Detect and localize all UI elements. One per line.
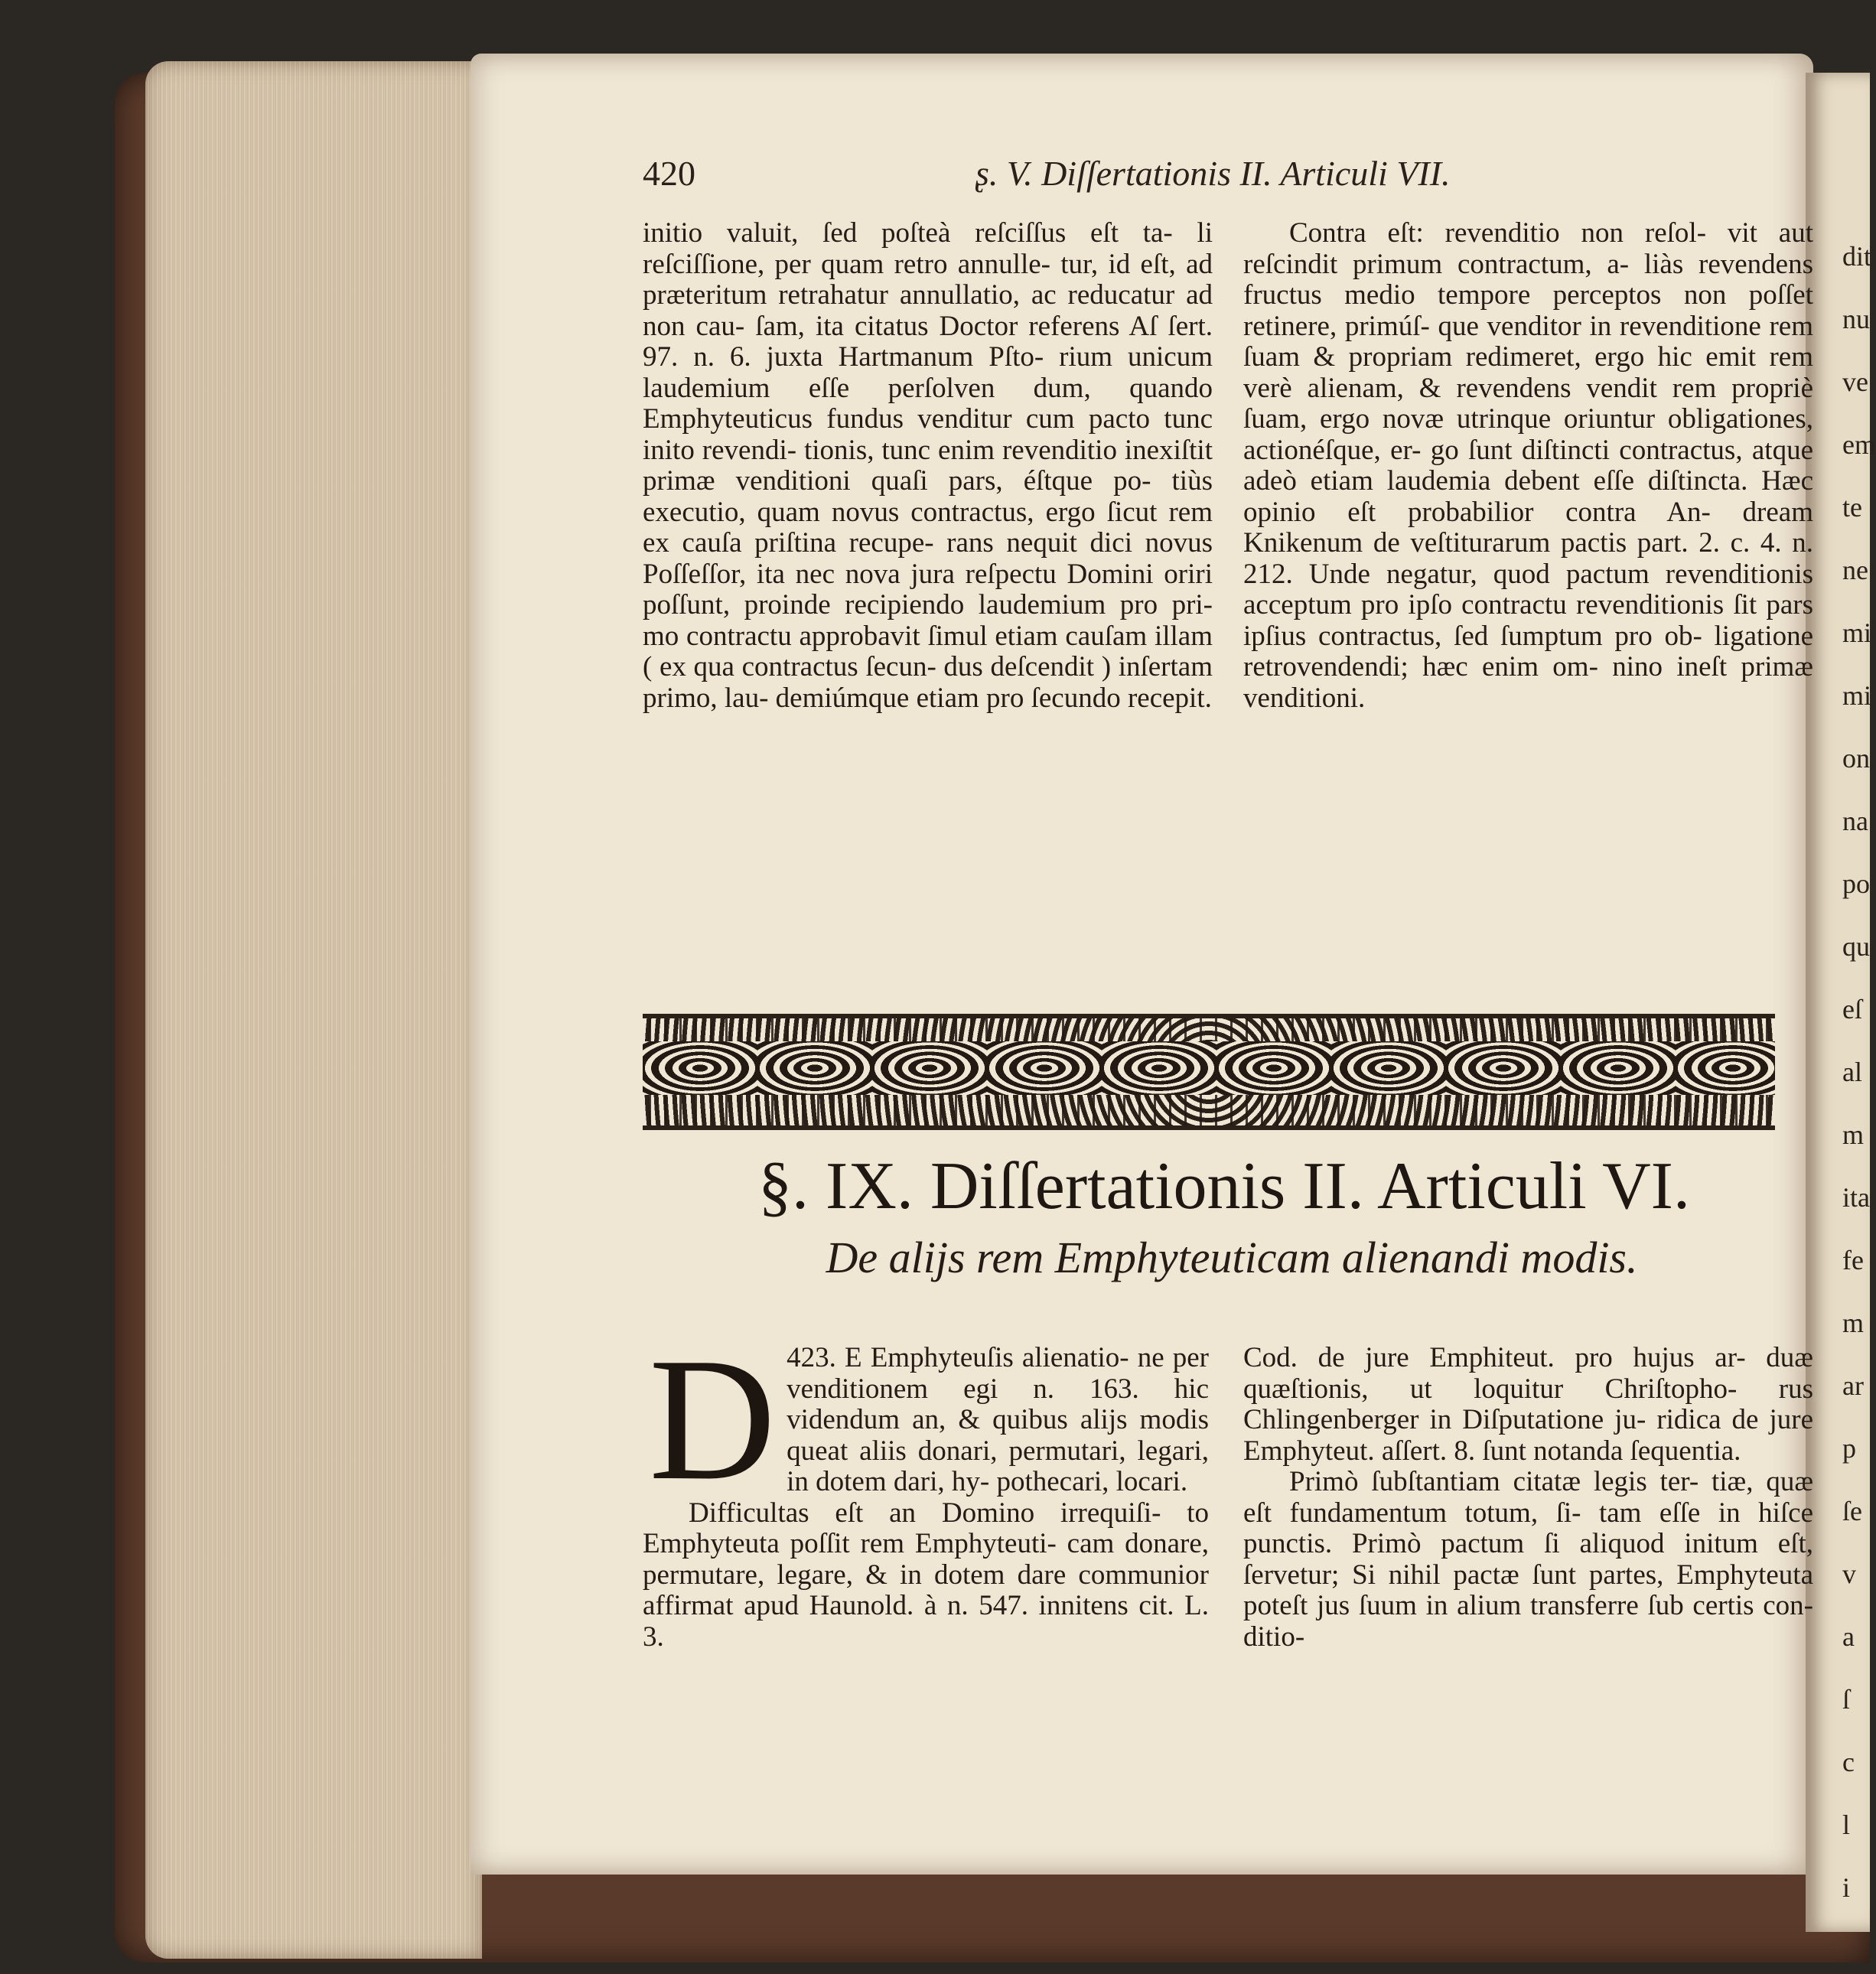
- next-page-fragment: ne: [1842, 555, 1868, 585]
- next-page-fragment: qu: [1842, 931, 1870, 962]
- running-head-title: ʂ. V. Diſſertationis II. Articuli VII.: [975, 154, 1451, 193]
- next-page-fragment: po: [1842, 868, 1870, 899]
- next-page-edge: [1806, 73, 1876, 1932]
- paragraph: [643, 1321, 1209, 1516]
- paragraph: Difficultas eſt an Domino irrequiſi- to Emphyteuta poſſit rem Emphyteuti- cam donare, permutare, legare, & in dotem dare communior affirmat apud Haunold. à n. 547. innitens cit. L. 3.: [643, 1497, 1209, 1653]
- paragraph-text: E Emphyteuſis alienatio- ne per venditionem egi n. 163. hic videndum an, & quibus alijs modis queat aliis donari, permutari, legari, in dotem dari, hy- pothecari, locari.: [787, 1342, 1209, 1497]
- next-page-fragment: te: [1842, 492, 1862, 523]
- paragraph: initio valuit, ſed poſteà reſciſſus eſt ta- li reſciſſione, per quam retro annulle- tur, id eſt, ad præteritum retrahatur annullatio, ac reducatur ad non cau- ſam, ita citatus Doctor referens Aſ ſert. 97. n. 6. juxta Hartmanum Pſto- rium unicum laudemium eſſe perſolven dum, quando Emphyteuticus fundus venditur cum pacto tunc inito revendi- tionis, tunc enim revenditio inexiſtit primæ venditioni quaſi pars, éſtque po- tiùs executio, quam novus contractus, ergo ſicut rem ex cauſa priſtina recupe- rans nequit dici novus Poſſeſſor, ita nec nova jura reſpectu Domini oriri poſſunt, proinde recipiendo laudemium pro pri- mo contractu approbavit ſimul etiam cauſam illam ( ex qua contractus ſecun- dus deſcendit ) inſertam primo, lau- demiúmque etiam pro ſecundo recepit.: [643, 217, 1213, 714]
- next-page-fragment: eſ: [1842, 994, 1862, 1024]
- next-page-fragment: v: [1842, 1559, 1856, 1589]
- paragraph: Cod. de jure Emphiteut. pro hujus ar- duæ quæſtionis, ut loquitur Chriſtopho- rus Chlingenberger in Diſputatione ju- ridica de jure Emphyteut. aſſert. 8. ſunt notanda ſequentia.: [1243, 1342, 1813, 1467]
- next-page-fragment: mi: [1842, 680, 1872, 711]
- lower-right-column: [1243, 1343, 1813, 1653]
- ornamental-border: [643, 1014, 1775, 1130]
- next-page-fragment: em: [1842, 429, 1876, 460]
- next-page-fragment: dit: [1842, 241, 1872, 272]
- drop-cap: D: [649, 1321, 777, 1516]
- next-page-fragment: ar: [1842, 1370, 1864, 1401]
- paragraph: Contra eſt: revenditio non reſol- vit aut reſcindit primum contractum, a- liàs revendens fructus medio tempore perceptos non poſſet retinere, primúſ- que venditor in revenditione rem ſuam & propriam redimeret, ergo hic emit rem verè alienam, & revendens vendit rem propriè ſuam, ergo novæ utrinque oriuntur obligationes, actionéſque, er- go ſunt diſtincti contractus, atque adeò etiam laudemia debent eſſe diſtincta. Hæc opinio eſt probabilior contra An- dream Knikenum de veſtiturarum pactis part. 2. c. 4. n. 212. Unde negatur, quod pactum revenditionis acceptum pro ipſo contractu revenditionis ſit pars ipſius contractus, ſed ſumptum pro ob- ligatione retrovendendi; hæc enim om- nino ineſt primæ venditioni.: [1243, 217, 1813, 714]
- section-subtitle: De alijs rem Emphyteuticam alienandi modis.: [826, 1233, 1638, 1282]
- page-number: 420: [643, 154, 695, 193]
- next-page-fragment: al: [1842, 1057, 1862, 1087]
- next-page-fragment: mi: [1842, 617, 1872, 648]
- paragraph-number: 423.: [787, 1342, 836, 1373]
- next-page-fragment: p: [1842, 1433, 1856, 1464]
- next-page-fragment: i: [1842, 1872, 1851, 1903]
- next-page-fragment: on: [1842, 743, 1870, 774]
- ornament-pattern: [643, 1041, 1775, 1095]
- page-edges: [145, 61, 482, 1959]
- next-page-fragment: ſ: [1842, 1684, 1851, 1715]
- paragraph: Primò ſubſtantiam citatæ legis ter- tiæ, quæ eſt fundamentum totum, ſi- tam eſſe in hiſce punctis. Primò pactum ſi aliquod initum eſt, ſervetur; Si nihil pactæ ſunt partes, Emphyteuta poteſt jus ſuum in alium transferre ſub certis con- ditio-: [1243, 1466, 1813, 1653]
- next-page-fragment: a: [1842, 1621, 1855, 1652]
- next-page-fragment: ita: [1842, 1182, 1870, 1213]
- next-page-fragment: na: [1842, 806, 1868, 836]
- next-page-fragment: nu: [1842, 304, 1870, 334]
- next-page-fragment: ve: [1842, 366, 1868, 397]
- lower-left-column: [643, 1321, 1209, 1653]
- section-title: §. IX. Diſſertationis II. Articuli VI.: [758, 1149, 1690, 1223]
- running-head: [643, 153, 1530, 207]
- next-page-fragment: fe: [1842, 1245, 1864, 1275]
- next-page-fragment: ſe: [1842, 1496, 1862, 1526]
- next-page-fragment: c: [1842, 1747, 1855, 1777]
- upper-right-column: [1243, 218, 1813, 714]
- next-page-fragment: l: [1842, 1810, 1851, 1840]
- upper-left-column: [643, 218, 1213, 714]
- next-page-fragment: m: [1842, 1119, 1865, 1150]
- next-page-fragment: m: [1842, 1308, 1865, 1338]
